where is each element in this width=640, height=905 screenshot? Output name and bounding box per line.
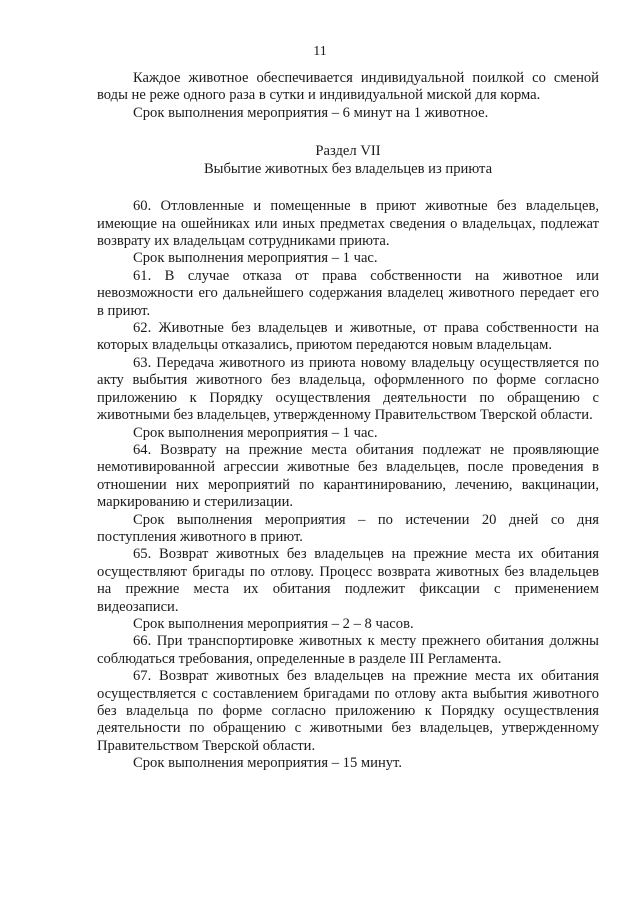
paragraph-65: 65. Возврат животных без владельцев на прежние места их обитания осуществляют бригады по отлову. Процесс возврата животных без владельцев на прежние места их обитания подлежит фиксации с применением видеозаписи. <box>97 546 599 615</box>
paragraph-61: 61. В случае отказа от права собственности на животное или невозможности его дальнейшего содержания владелец животного передает его в приют. <box>97 267 599 319</box>
section-heading <box>97 142 599 178</box>
paragraph-deadline: Срок выполнения мероприятия – 1 час. <box>133 250 378 267</box>
paragraph-60: 60. Отловленные и помещенные в приют животные без владельцев, имеющие на ошейниках или иных предметах сведения о владельцах, подлежат возврату их владельцам сотрудниками приюта. <box>97 198 599 250</box>
section-title: Выбытие животных без владельцев из приюта <box>203 161 493 178</box>
paragraph-intro-1: Каждое животное обеспечивается индивидуальной поилкой со сменой воды не реже одного раза в сутки и индивидуальной миской для корма. <box>97 70 599 104</box>
paragraph-deadline: Срок выполнения мероприятия – 2 – 8 часов. <box>133 615 414 632</box>
paragraph-deadline: Срок выполнения мероприятия – по истечении 20 дней со дня поступления животного в приют. <box>97 511 599 545</box>
paragraph-67: 67. Возврат животных без владельцев на прежние места их обитания осуществляется с составлением бригадами по отлову акта выбытия животного без владельца по форме согласно приложению к Порядку осуществления деятельности по обращению с животными без владельцев, утвержденному Правительством Тверской области. <box>97 668 599 754</box>
paragraph-64: 64. Возврату на прежние места обитания подлежат не проявляющие немотивированной агрессии животные без владельцев, после проведения в отношении них мероприятий по карантинированию, лечению, вакцинации, маркированию и стерилизации. <box>97 441 599 511</box>
paragraph-62: 62. Животные без владельцев и животные, от права собственности на которых владельцы отказались, приютом передаются новым владельцам. <box>97 320 599 354</box>
page-number: 11 <box>313 44 327 59</box>
paragraph-intro-2: Срок выполнения мероприятия – 6 минут на 1 животное. <box>133 104 489 121</box>
section-number: Раздел VII <box>315 143 381 160</box>
document-body <box>97 70 599 773</box>
paragraph-deadline: Срок выполнения мероприятия – 1 час. <box>133 424 378 441</box>
paragraph-66: 66. При транспортировке животных к месту прежнего обитания должны соблюдаться требования, определенные в разделе III Регламента. <box>97 633 599 667</box>
paragraph-63: 63. Передача животного из приюта новому владельцу осуществляется по акту выбытия животного без владельца, оформленного по форме согласно приложению к Порядку осуществления деятельности по обращению с животными без владельцев, утвержденному Правительством Тверской области. <box>97 354 599 424</box>
paragraph-deadline: Срок выполнения мероприятия – 15 минут. <box>133 755 402 772</box>
